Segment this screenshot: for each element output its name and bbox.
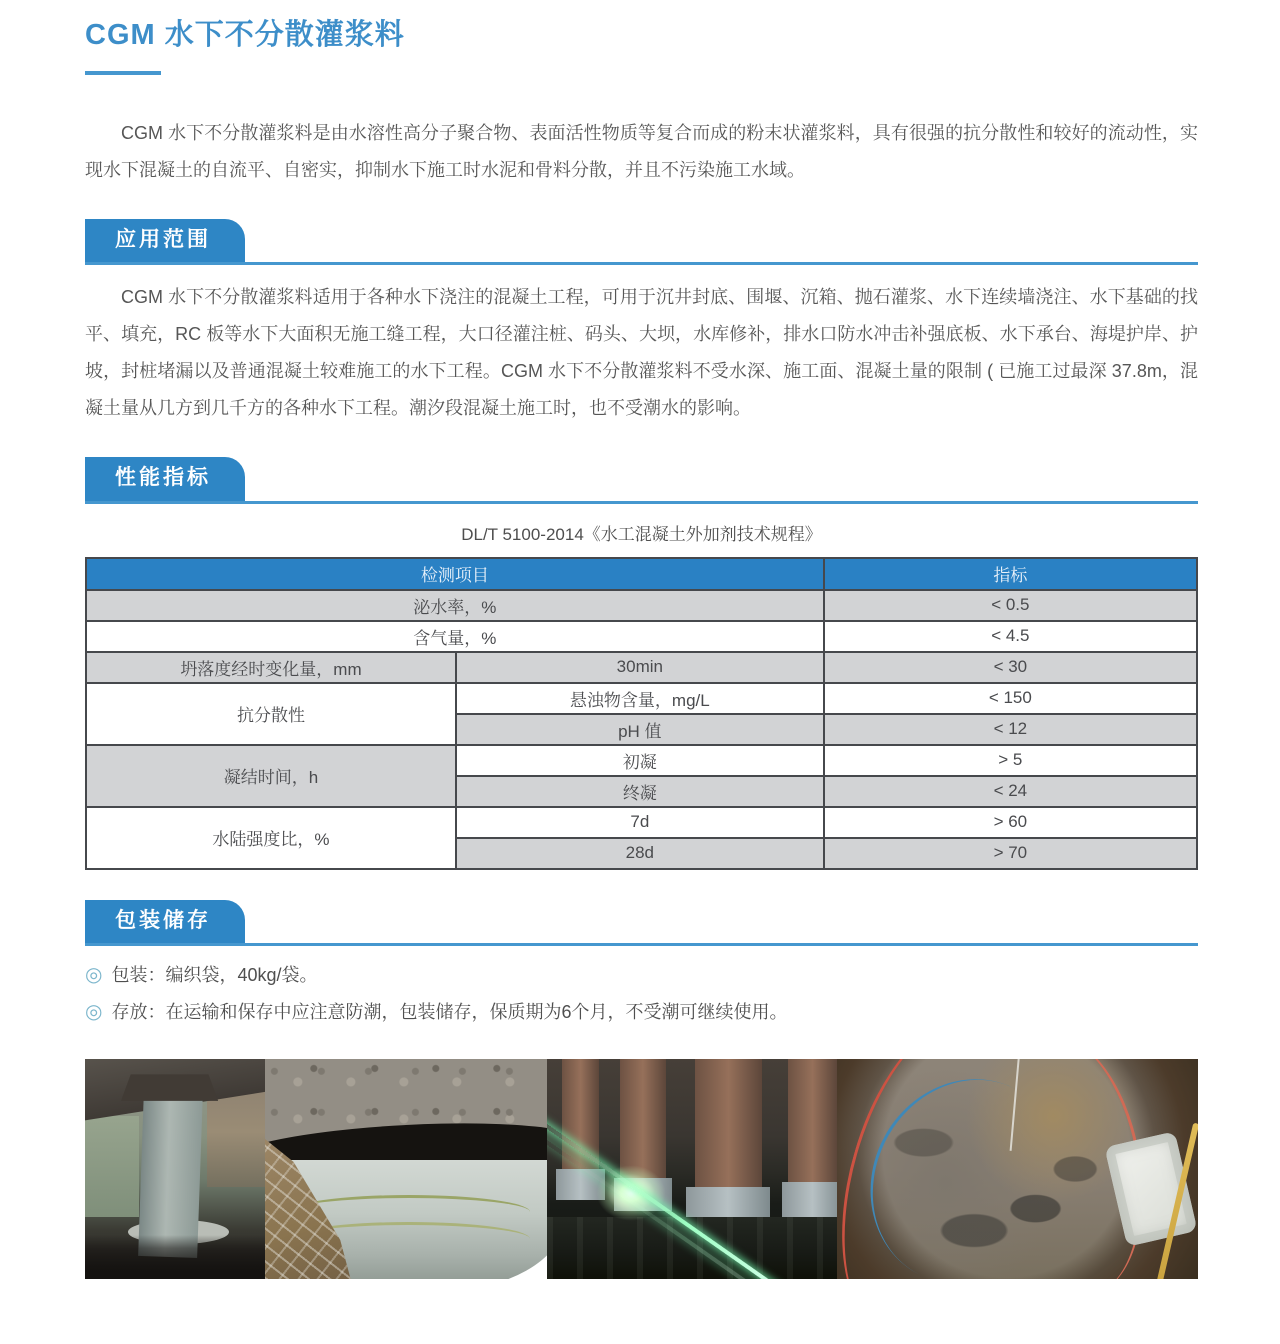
table-cell: 初凝 — [456, 745, 824, 776]
table-cell: < 12 — [824, 714, 1197, 745]
table-cell: 凝结时间，h — [86, 745, 456, 807]
table-row — [86, 745, 1197, 776]
table-cell: 含气量，% — [86, 621, 824, 652]
section-tab-application: 应用范围 — [85, 219, 245, 262]
page-title: CGM 水下不分散灌浆料 — [85, 19, 405, 51]
photo-strip — [85, 1059, 1198, 1279]
section-tab-packaging: 包装储存 — [85, 900, 245, 943]
title-underline — [85, 71, 161, 75]
table-row — [86, 621, 1197, 652]
table-cell: 坍落度经时变化量，mm — [86, 652, 456, 683]
photo-layer — [121, 1074, 218, 1100]
photo-layer — [138, 1091, 203, 1258]
table-cell: pH 值 — [456, 714, 824, 745]
section-header-packaging — [85, 900, 1198, 946]
table-cell: 7d — [456, 807, 824, 838]
ring-bullet-icon: ◎ — [85, 1001, 103, 1024]
photo-night-laser-piers — [547, 1059, 837, 1279]
photo-layer — [788, 1059, 837, 1182]
table-cell: 28d — [456, 838, 824, 869]
performance-table-head-row — [86, 558, 1197, 590]
table-cell: < 30 — [824, 652, 1197, 683]
packaging-item — [85, 960, 1198, 990]
table-row — [86, 590, 1197, 621]
photo-pier-base-closeup — [265, 1059, 547, 1279]
table-cell: > 60 — [824, 807, 1197, 838]
section-header-performance — [85, 457, 1198, 503]
standard-reference: DL/T 5100-2014《水工混凝土外加剂技术规程》 — [461, 524, 822, 544]
photo-layer — [585, 1156, 677, 1230]
table-row — [86, 652, 1197, 683]
packaging-item — [85, 997, 1198, 1027]
table-row — [86, 807, 1197, 838]
table-cell: < 0.5 — [824, 590, 1197, 621]
packaging-list — [85, 960, 1198, 1027]
table-cell: 终凝 — [456, 776, 824, 807]
photo-layer — [85, 1235, 265, 1279]
performance-table-body — [86, 590, 1197, 869]
table-row — [86, 683, 1197, 714]
table-cell: 抗分散性 — [86, 683, 456, 745]
intro-paragraph: CGM 水下不分散灌浆料是由水溶性高分子聚合物、表面活性物质等复合而成的粉末状灌浆料，具有很强的抗分散性和较好的流动性，实现水下混凝土的自流平、自密实，抑制水下施工时水泥和骨料分散，并且不污染施工水域。 — [85, 123, 1198, 180]
table-cell: 水陆强度比，% — [86, 807, 456, 869]
ring-bullet-icon: ◎ — [85, 964, 103, 987]
section-header-application — [85, 219, 1198, 265]
packaging-item-text: 存放：在运输和保存中应注意防潮，包装储存，保质期为6个月，不受潮可继续使用。 — [111, 1002, 788, 1023]
table-cell: 泌水率，% — [86, 590, 824, 621]
photo-layer — [695, 1059, 762, 1187]
application-paragraph: CGM 水下不分散灌浆料适用于各种水下浇注的混凝土工程，可用于沉井封底、围堰、沉箱、抛石灌浆、水下连续墙浇注、水下基础的找平、填充，RC 板等水下大面积无施工缝工程，大口径灌注桩、码头、大坝，水库修补，排水口防水冲击补强底板、水下承台、海堤护岸、护坡，封桩堵漏以及普通混凝土较难施工的水下工程。CGM 水下不分散灌浆料不受水深、施工面、混凝土量的限制 ( 已施工过最深 37.8m，混凝土量从几方到几千方的各种水下工程。潮汐段混凝土施工时，也不受潮水的影响。 — [85, 287, 1198, 419]
table-cell: 悬浊物含量，mg/L — [456, 683, 824, 714]
packaging-item-text: 包装：编织袋，40kg/袋。 — [111, 965, 318, 986]
section-tab-performance: 性能指标 — [85, 457, 245, 500]
table-cell: 30min — [456, 652, 824, 683]
table-cell: < 4.5 — [824, 621, 1197, 652]
table-header-cell: 检测项目 — [86, 558, 824, 590]
photo-caisson-shaft — [837, 1059, 1198, 1279]
table-cell: > 70 — [824, 838, 1197, 869]
table-cell: < 24 — [824, 776, 1197, 807]
photo-layer — [85, 1116, 139, 1217]
table-cell: < 150 — [824, 683, 1197, 714]
photo-layer — [782, 1182, 837, 1217]
table-header-cell: 指标 — [824, 558, 1197, 590]
performance-table — [85, 557, 1198, 870]
photo-bridge-pier-column — [85, 1059, 265, 1279]
table-cell: > 5 — [824, 745, 1197, 776]
